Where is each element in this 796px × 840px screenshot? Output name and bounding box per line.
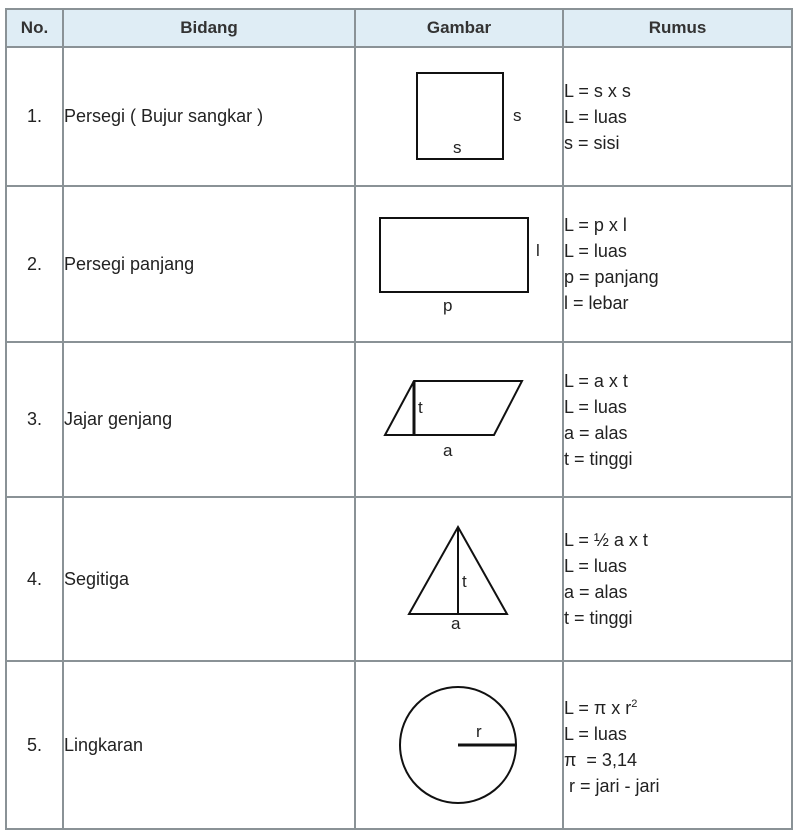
shape-name: Lingkaran	[63, 661, 355, 829]
row-number: 5.	[6, 661, 63, 829]
header-rumus: Rumus	[563, 9, 792, 47]
radius-label: r	[476, 722, 482, 741]
formula-line: p = panjang	[564, 267, 659, 287]
formula-line: t = tinggi	[564, 448, 633, 469]
formula-main: L = π x r	[564, 698, 632, 718]
table-row	[6, 497, 792, 661]
bottom-label: s	[453, 138, 462, 157]
formula-line: L = luas	[564, 241, 627, 261]
formula-line: a = alas	[564, 422, 628, 443]
formula-cell	[563, 186, 792, 342]
header-gambar: Gambar	[355, 9, 563, 47]
shape-drawing-cell	[355, 47, 563, 186]
formula-line: L = luas	[564, 106, 627, 127]
header-bidang: Bidang	[63, 9, 355, 47]
formula-line: L = p x l	[564, 215, 627, 235]
row-number: 2.	[6, 186, 63, 342]
height-label: t	[462, 572, 467, 591]
formula-line: L = a x t	[564, 370, 628, 391]
side-label: l	[536, 241, 540, 260]
formula-line	[564, 691, 791, 721]
formula-superscript: 2	[631, 698, 638, 710]
formula-line: t = tinggi	[564, 608, 633, 628]
parallelogram-shape	[385, 381, 522, 435]
table-row	[6, 47, 792, 186]
base-label: a	[443, 440, 453, 460]
shape-name: Persegi ( Bujur sangkar )	[63, 47, 355, 186]
height-label: t	[418, 397, 423, 417]
base-label: a	[451, 614, 461, 633]
formula-line: s = sisi	[564, 132, 620, 153]
circle-drawing	[397, 683, 521, 807]
formula-line: L = s x s	[564, 80, 631, 101]
shape-name: Jajar genjang	[63, 342, 355, 497]
header-row	[6, 9, 792, 47]
table-row	[6, 661, 792, 829]
table-row	[6, 186, 792, 342]
formula-line: L = luas	[564, 396, 627, 417]
side-label: s	[513, 106, 522, 125]
formula-cell	[563, 661, 792, 829]
shape-drawing-cell	[355, 497, 563, 661]
triangle-drawing	[399, 525, 519, 633]
formula-line: l = lebar	[564, 293, 629, 313]
row-number: 4.	[6, 497, 63, 661]
bottom-label: p	[443, 296, 453, 315]
header-no: No.	[6, 9, 63, 47]
row-number: 3.	[6, 342, 63, 497]
rectangle-shape	[380, 218, 528, 292]
row-number: 1.	[6, 47, 63, 186]
shape-drawing-cell	[355, 342, 563, 497]
formula-line: a = alas	[564, 582, 628, 602]
formula-line: L = ½ a x t	[564, 530, 648, 550]
shapes-table	[5, 8, 793, 830]
table-row	[6, 342, 792, 497]
formula-line: π = 3,14	[564, 750, 637, 770]
formula-cell	[563, 342, 792, 497]
formula-cell	[563, 497, 792, 661]
shape-drawing-cell	[355, 186, 563, 342]
shape-drawing-cell	[355, 661, 563, 829]
formula-line: L = luas	[564, 556, 627, 576]
formula-line: L = luas	[564, 724, 627, 744]
parallelogram-drawing	[384, 379, 534, 461]
rectangle-drawing	[369, 214, 549, 314]
shape-name: Segitiga	[63, 497, 355, 661]
shape-name: Persegi panjang	[63, 186, 355, 342]
square-drawing	[389, 69, 529, 164]
formula-line: r = jari - jari	[564, 776, 660, 796]
formula-cell	[563, 47, 792, 186]
